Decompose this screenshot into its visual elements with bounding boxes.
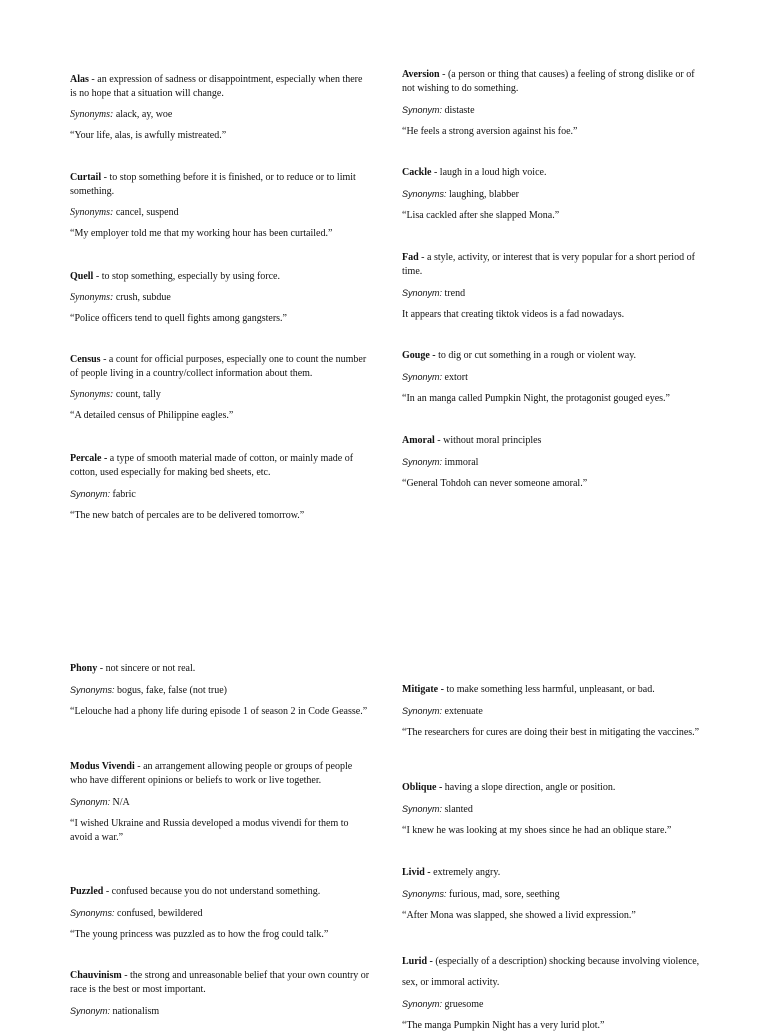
synonyms-text: confused, bewildered [117,908,203,919]
entry-definition [402,683,702,697]
definition-text: a style, activity, or interest that is very popular for a short period of time. [402,252,695,277]
synonyms-label: Synonym: [402,804,443,814]
entry-synonyms [70,795,370,810]
entry-example: “A detailed census of Philippine eagles.” [70,410,234,421]
synonyms-label: Synonym: [402,105,443,115]
entry-modus-vivendi [70,760,370,845]
entry-synonyms [402,286,702,301]
entry-definition: Chauvinism - the strong and unreasonable belief that your own country or race is the best or most important. [70,970,370,995]
entry-example: “Lelouche had a phony life during episode 1 of season 2 in Code Geasse.” [70,706,368,717]
entry-definition: Quell - to stop something, especially by using force. [70,271,280,282]
entry-definition: Cackle - laugh in a loud high voice. [402,167,547,178]
synonyms-label: Synonyms: [70,908,115,918]
definition-text: laugh in a loud high voice. [439,167,547,178]
entry-definition: Phony - not sincere or not real. [70,663,196,674]
synonyms-label: Synonym: [402,457,443,467]
entry-synonyms [70,291,370,305]
entry-curtail [70,171,370,241]
entry-term: Modus Vivendi [70,761,135,772]
entry-definition: Census - a count for official purposes, especially one to count the number of people living in a country/collect information about them. [70,354,367,379]
entry-term: Gouge - [402,350,436,361]
definition-text: to stop something before it is finished, or to reduce or to limit something. [70,172,356,197]
entry-definition [402,781,702,795]
entry-definition [402,866,702,880]
definition-text: to stop something, especially by using force. [101,271,280,282]
entry-synonyms [402,187,702,202]
definition-text: (especially of a description) shocking because involving violence, sex, or immoral activity. [402,956,700,988]
definition-text: a type of smooth material made of cotton, or mainly made of cotton, used especially for making bed sheets, etc. [70,453,354,478]
synonyms-text: N/A [112,797,130,808]
synonyms-text: slanted [444,804,473,815]
entry-term: Fad [402,252,419,263]
synonyms-text: count, tally [115,389,161,400]
entry-example: “The young princess was puzzled as to how the frog could talk.” [70,929,329,940]
entry-synonyms [402,103,702,118]
entry-synonyms [402,455,702,470]
synonyms-text: trend [444,288,466,299]
synonyms-label: Synonym: [402,706,443,716]
entry-fad [402,251,702,322]
entry-quell [70,270,370,326]
entry-term: Oblique - [402,782,443,793]
synonyms-label: Synonyms: [70,389,114,400]
entry-synonyms [70,683,370,698]
entry-example: “Your life, alas, is awfully mistreated.” [70,130,227,141]
entry-definition: Modus Vivendi - an arrangement allowing people or groups of people who have different opinions or beliefs to work or live together. [70,761,353,786]
synonyms-label: Synonyms: [70,207,114,218]
entry-definition: Curtail - to stop something before it is finished, or to reduce or to limit something. [70,172,356,197]
synonyms-label: Synonyms: [70,292,114,303]
entry-example: It appears that creating tiktok videos is a fad nowadays. [402,309,625,320]
synonyms-text: crush, subdue [115,292,171,303]
entry-definition: Alas - an expression of sadness or disappointment, especially when there is no hope that a situation will change. [70,74,363,99]
entry-alas [70,73,370,143]
definition-text: not sincere or not real. [105,663,196,674]
entry-synonyms [70,108,370,122]
entry-example: “General Tohdoh can never someone amoral.” [402,478,588,489]
entry-definition [402,951,702,993]
synonyms-label: Synonym: [70,1006,111,1016]
entry-term: Mitigate - [402,684,444,695]
synonyms-text: laughing, blabber [449,189,520,200]
entry-mitigate [402,683,702,740]
entry-term: Aversion [402,69,440,80]
entry-term: Lurid - [402,956,433,967]
entry-synonyms [402,997,702,1012]
entry-oblique [402,781,702,838]
synonyms-text: fabric [112,489,136,500]
synonyms-label: Synonym: [402,372,443,382]
definition-text: without moral principles [443,435,542,446]
entry-example: “In an manga called Pumpkin Night, the protagonist gouged eyes.” [402,393,670,404]
definition-text: the strong and unreasonable belief that your own country or race is the best or most important. [70,970,370,995]
definition-text: having a slope direction, angle or position. [444,782,616,793]
definition-text: confused because you do not understand something. [111,886,321,897]
synonyms-text: furious, mad, sore, seething [449,889,560,900]
entry-gouge [402,349,702,406]
entry-chauvinism [70,969,370,1026]
entry-percale [70,452,370,523]
synonyms-text: extenuate [444,706,483,717]
synonyms-label: Synonym: [70,489,111,499]
entry-synonyms [402,802,702,817]
synonyms-label: Synonym: [70,797,111,807]
entry-example: “He feels a strong aversion against his foe.” [402,126,578,137]
entry-term: Alas [70,74,89,85]
definition-text: to make something less harmful, unpleasant, or bad. [446,684,655,695]
entry-term: Quell [70,271,94,282]
entry-synonyms [70,906,370,921]
synonyms-text: bogus, fake, false (not true) [117,685,227,696]
entry-example: “Lisa cackled after she slapped Mona.” [402,210,560,221]
entry-livid [402,866,702,923]
synonyms-text: gruesome [444,999,484,1010]
entry-term: Puzzled [70,886,104,897]
synonyms-label: Synonyms: [70,685,115,695]
definition-text: a count for official purposes, especially one to count the number of people living in a country/collect information about them. [70,354,367,379]
entry-example: “The researchers for cures are doing their best in mitigating the vaccines.” [402,727,700,738]
synonyms-text: immoral [444,457,479,468]
entry-synonyms [402,887,702,902]
entry-term: Percale - [70,453,108,464]
entry-example: “I wished Ukraine and Russia developed a modus vivendi for them to avoid a war.” [70,818,349,843]
entry-census [70,353,370,423]
entry-example: “The new batch of percales are to be delivered tomorrow.” [70,510,305,521]
entry-definition [70,452,370,480]
definition-text: an arrangement allowing people or groups of people who have different opinions or beliefs to work or live together. [70,761,353,786]
entry-puzzled [70,885,370,942]
entry-definition [402,349,702,363]
synonyms-text: alack, ay, woe [115,109,173,120]
entry-term: Census [70,354,101,365]
entry-term: Chauvinism [70,970,122,981]
definition-text: (a person or thing that causes) a feeling of strong dislike or of not wishing to do something. [402,69,695,94]
entry-term: Curtail [70,172,102,183]
synonyms-label: Synonyms: [402,889,447,899]
entry-definition: Puzzled - confused because you do not understand something. [70,886,321,897]
entry-phony [70,662,370,719]
entry-synonyms [70,206,370,220]
entry-cackle [402,166,702,223]
entry-example: “After Mona was slapped, she showed a livid expression.” [402,910,636,921]
synonyms-text: extort [444,372,468,383]
entry-example: “Police officers tend to quell fights among gangsters.” [70,313,287,324]
entry-definition: Aversion - (a person or thing that causes) a feeling of strong dislike or of not wishing to do something. [402,69,695,94]
entry-term: Amoral [402,435,435,446]
entry-synonyms [70,487,370,502]
entry-example: “My employer told me that my working hour has been curtailed.” [70,228,333,239]
definition-text: to dig or cut something in a rough or violent way. [438,350,637,361]
entry-synonyms [402,370,702,385]
synonyms-label: Synonym: [402,999,443,1009]
synonyms-text: cancel, suspend [115,207,179,218]
definition-text: extremely angry. [433,867,501,878]
synonyms-label: Synonyms: [70,109,114,120]
entry-definition: Amoral - without moral principles [402,435,542,446]
entry-amoral [402,434,702,491]
synonyms-label: Synonyms: [402,189,447,199]
entry-aversion [402,68,702,139]
synonyms-label: Synonym: [402,288,443,298]
entry-synonyms [70,1004,370,1019]
entry-lurid [402,951,702,1033]
entry-example: “I knew he was looking at my shoes since he had an oblique stare.” [402,825,672,836]
entry-term: Cackle [402,167,432,178]
entry-definition: Fad - a style, activity, or interest that is very popular for a short period of time. [402,252,695,277]
entry-synonyms [70,388,370,402]
synonyms-text: nationalism [112,1006,160,1017]
entry-example: “The manga Pumpkin Night has a very lurid plot.” [402,1020,605,1031]
definition-text: an expression of sadness or disappointment, especially when there is no hope that a situation will change. [70,74,363,99]
synonyms-text: distaste [444,105,475,116]
entry-term: Phony [70,663,98,674]
entry-term: Livid - [402,867,431,878]
entry-synonyms [402,704,702,719]
